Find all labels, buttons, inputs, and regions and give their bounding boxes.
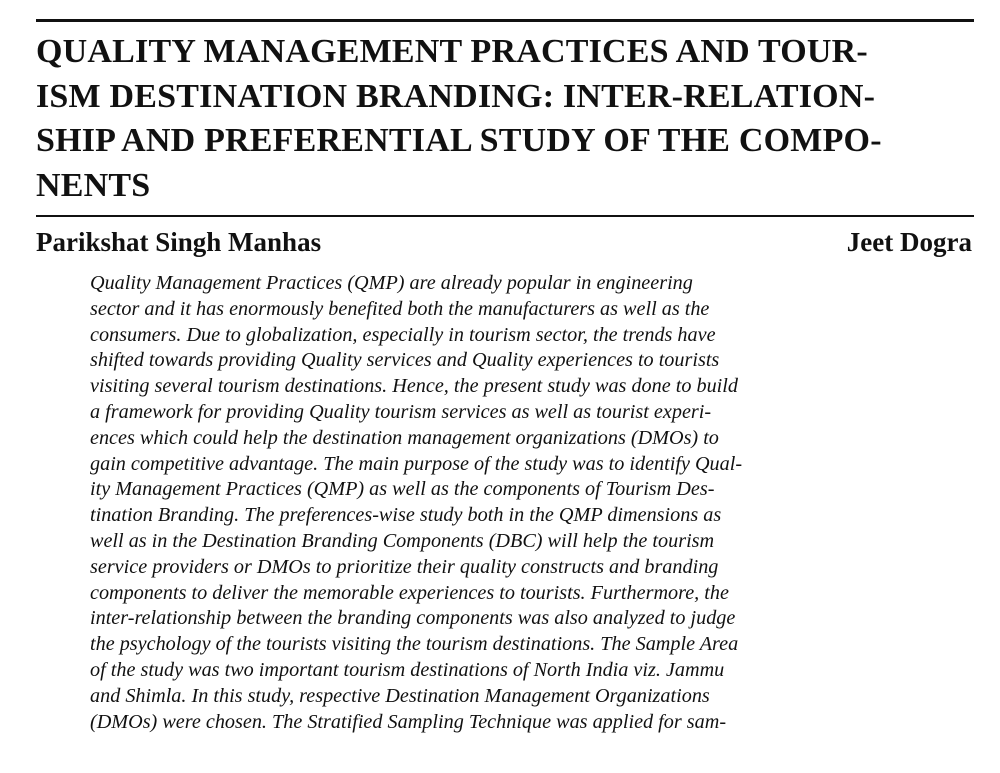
abstract-line: well as in the Destination Branding Components (DBC) will help the tourism [90,529,715,552]
abstract-line: a framework for providing Quality tourism services as well as tourist experi- [90,400,712,423]
abstract-line: ity Management Practices (QMP) as well as the components of Tourism Des- [90,478,715,501]
top-rule [36,19,974,22]
abstract-line: shifted towards providing Quality services and Quality experiences to tourists [90,349,720,372]
abstract-line: (DMOs) were chosen. The Stratified Sampling Technique was applied for sam- [90,710,727,733]
author-first: Parikshat Singh Manhas [36,227,322,257]
author-second: Jeet Dogra [846,227,972,257]
abstract-line: sector and it has enormously benefited both the manufacturers as well as the [90,297,710,320]
abstract-line: visiting several tourism destinations. Hence, the present study was done to build [90,375,738,398]
title-bottom-rule [36,215,974,217]
abstract-line: gain competitive advantage. The main purpose of the study was to identify Qual- [90,452,743,475]
abstract-line: tination Branding. The preferences-wise study both in the QMP dimensions as [90,504,722,527]
abstract-line: and Shimla. In this study, respective Destination Management Organizations [90,684,710,707]
abstract-line: inter-relationship between the branding components was also analyzed to judge [90,607,736,630]
title-line: NENTS [36,166,151,204]
abstract-line: Quality Management Practices (QMP) are already popular in engineering [90,272,693,294]
paper-title [36,30,976,208]
abstract-line: ences which could help the destination management organizations (DMOs) to [90,426,719,449]
title-line: QUALITY MANAGEMENT PRACTICES AND TOUR- [36,33,868,70]
abstract [90,271,930,735]
abstract-line: service providers or DMOs to prioritize their quality constructs and branding [90,555,719,578]
abstract-line: of the study was two important tourism destinations of North India viz. Jammu [90,658,725,681]
title-line: ISM DESTINATION BRANDING: INTER-RELATION- [36,77,876,115]
abstract-line: components to deliver the memorable experiences to tourists. Furthermore, the [90,581,729,604]
abstract-line: consumers. Due to globalization, especially in tourism sector, the trends have [90,323,716,346]
abstract-line: the psychology of the tourists visiting the tourism destinations. The Sample Area [90,633,739,656]
title-line: SHIP AND PREFERENTIAL STUDY OF THE COMPO- [36,122,882,159]
